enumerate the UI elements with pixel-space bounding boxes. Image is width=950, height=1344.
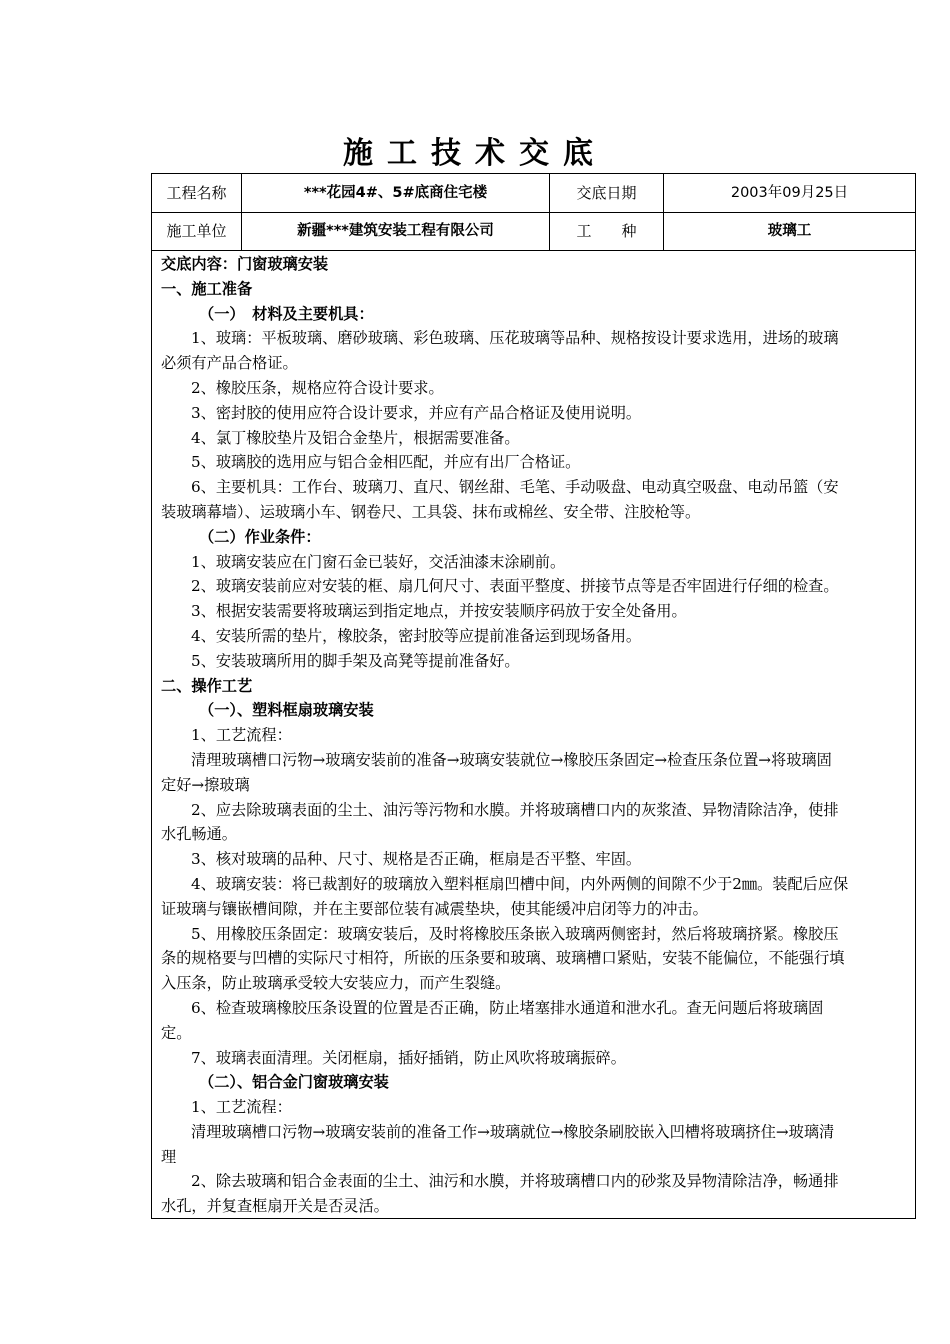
- paragraph-line: 5、玻璃胶的选用应与铝合金相匹配，并应有出厂合格证。: [191, 453, 581, 472]
- paragraph-line: 2、应去除玻璃表面的尘土、油污等污物和水膜。并将玻璃槽口内的灰浆渣、异物清除洁净，使排: [191, 800, 839, 819]
- paragraph-line: 水孔，并复查框扇开关是否灵活。: [161, 1197, 389, 1216]
- section-heading: 二、操作工艺: [161, 676, 253, 695]
- paragraph-line: 1、玻璃：平板玻璃、磨砂玻璃、彩色玻璃、压花玻璃等品种、规格按设计要求选用，进场的玻璃: [191, 329, 839, 348]
- paragraph-line: 清理玻璃槽口污物→玻璃安装前的准备→玻璃安装就位→橡胶压条固定→检查压条位置→将玻璃固: [191, 750, 832, 769]
- paragraph-line: 理: [161, 1147, 177, 1166]
- paragraph-line: 2、玻璃安装前应对安装的框、扇几何尺寸、表面平整度、拼接节点等是否牢固进行仔细的检查。: [191, 577, 839, 596]
- document-title: 施工技术交底: [343, 136, 607, 171]
- subsection-heading: （二）、铝合金门窗玻璃安装: [199, 1073, 389, 1092]
- disclosure-date-label: 交底日期: [550, 174, 664, 212]
- paragraph-line: 2、除去玻璃和铝合金表面的尘土、油污和水膜，并将玻璃槽口内的砂浆及异物清除洁净，畅通排: [191, 1172, 839, 1191]
- subsection-heading: （一） 材料及主要机具：: [199, 304, 374, 323]
- paragraph-line: 1、玻璃安装应在门窗石金已装好，交活油漆末涂刷前。: [191, 552, 566, 571]
- header-row-2: [152, 212, 915, 251]
- header-row-1: [152, 174, 915, 213]
- project-name-label: 工程名称: [152, 174, 242, 212]
- subsection-heading: （二）作业条件：: [199, 527, 321, 546]
- paragraph-line: 5、安装玻璃所用的脚手架及高凳等提前准备好。: [191, 651, 520, 670]
- trade-value: 玻璃工: [767, 223, 812, 239]
- paragraph-line: 清理玻璃槽口污物→玻璃安装前的准备工作→玻璃就位→橡胶条刷胶嵌入凹槽将玻璃挤住→玻璃清: [191, 1122, 835, 1141]
- paragraph-line: 7、玻璃表面清理。关闭框扇，插好插销，防止风吹将玻璃振碎。: [191, 1048, 626, 1067]
- paragraph-line: 6、检查玻璃橡胶压条设置的位置是否正确，防止堵塞排水通道和泄水孔。查无问题后将玻璃固: [191, 998, 824, 1017]
- disclosure-content: [161, 252, 909, 1219]
- paragraph-line: 4、玻璃安装：将已裁割好的玻璃放入塑料框扇凹槽中间，内外两侧的间隙不少于2㎜。装配后应保: [191, 874, 849, 893]
- section-heading: 一、施工准备: [161, 279, 253, 298]
- paragraph-line: 3、核对玻璃的品种、尺寸、规格是否正确，框扇是否平整、牢固。: [191, 850, 642, 869]
- paragraph-line: 必须有产品合格证。: [161, 354, 298, 373]
- construction-unit-value: 新疆***建筑安装工程有限公司: [242, 212, 550, 250]
- content-heading: 交底内容：门窗玻璃安装: [161, 255, 329, 273]
- paragraph-line: 定。: [161, 1023, 192, 1042]
- paragraph-line: 证玻璃与镶嵌槽间隙，并在主要部位装有减震垫块，使其能缓冲启闭等力的冲击。: [161, 899, 708, 918]
- disclosure-form: [151, 173, 916, 1219]
- subsection-heading: （一）、塑料框扇玻璃安装: [199, 701, 374, 720]
- paragraph-line: 5、用橡胶压条固定：玻璃安装后，及时将橡胶压条嵌入玻璃两侧密封，然后将玻璃挤紧。橡胶压: [191, 924, 839, 943]
- paragraph-line: 2、橡胶压条，规格应符合设计要求。: [191, 378, 444, 397]
- paragraph-line: 4、氯丁橡胶垫片及铝合金垫片，根据需要准备。: [191, 428, 520, 447]
- construction-unit-label: 施工单位: [152, 212, 242, 250]
- paragraph-line: 3、密封胶的使用应符合设计要求，并应有产品合格证及使用说明。: [191, 403, 642, 422]
- paragraph-line: 入压条，防止玻璃承受较大安装应力，而产生裂缝。: [161, 974, 511, 993]
- trade-label: 工 种: [550, 212, 664, 250]
- paragraph-line: 水孔畅通。: [161, 825, 237, 844]
- paragraph-line: 6、主要机具：工作台、玻璃刀、直尺、钢丝甜、毛笔、手动吸盘、电动真空吸盘、电动吊篮（安: [191, 478, 839, 497]
- project-name-value: ***花园4#、5#底商住宅楼: [242, 174, 550, 212]
- paragraph-line: 条的规格要与凹槽的实际尺寸相符，所嵌的压条要和玻璃、玻璃槽口紧贴，安装不能偏位，不能强行填: [161, 949, 845, 968]
- paragraph-line: 装玻璃幕墙）、运玻璃小车、钢卷尺、工具袋、抹布或棉丝、安全带、注胶枪等。: [161, 502, 701, 521]
- disclosure-date-value: 2003年09月25日: [730, 185, 849, 201]
- paragraph-line: 4、安装所需的垫片，橡胶条，密封胶等应提前准备运到现场备用。: [191, 626, 642, 645]
- paragraph-line: 1、工艺流程：: [191, 1098, 292, 1117]
- paragraph-line: 定好→擦玻璃: [161, 775, 250, 794]
- paragraph-line: 1、工艺流程：: [191, 726, 292, 745]
- paragraph-line: 3、根据安装需要将玻璃运到指定地点，并按安装顺序码放于安全处备用。: [191, 602, 687, 621]
